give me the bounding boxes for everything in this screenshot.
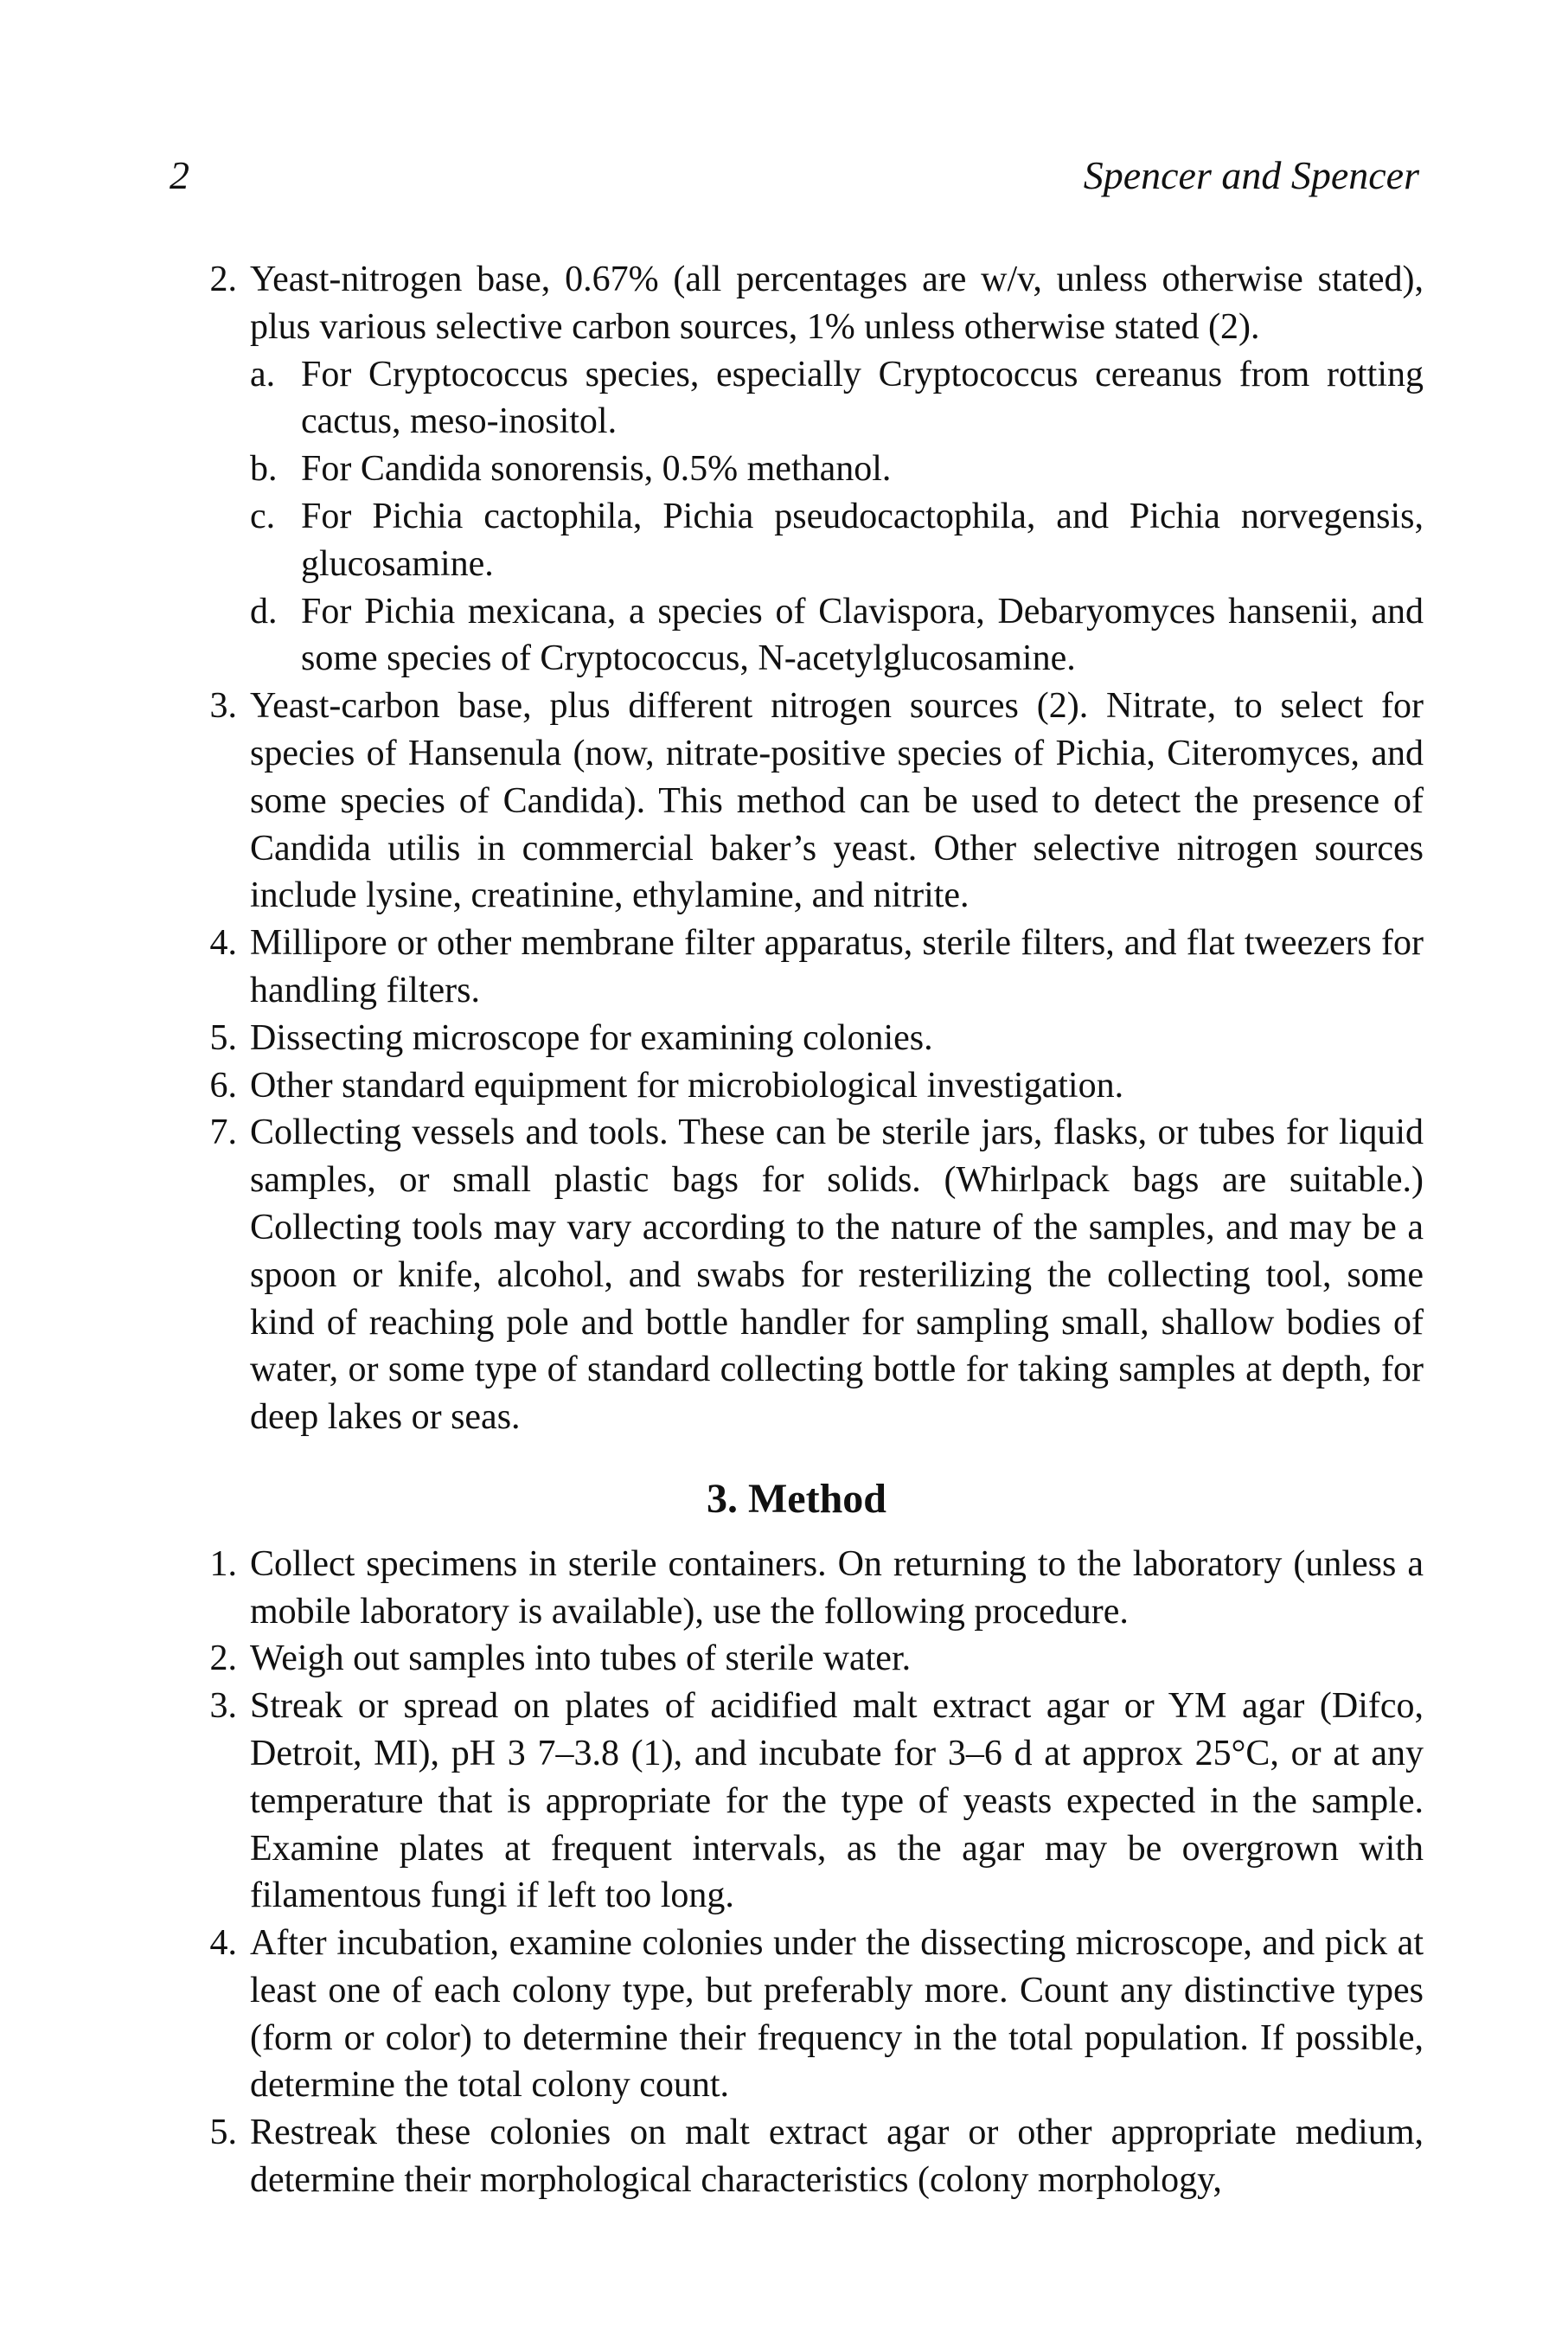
item-text: Yeast-carbon base, plus different nitrogen sources (2). Nitrate, to select for species of Hansenula (now, nitrate-positive species of Pichia, Citeromyces, and some species of Candida). This method can be used to detect the presence of Candida utilis in commercial baker’s yeast. Other selective nitrogen sources include lysine, creatinine, ethylamine, and nitrite.: [250, 686, 1424, 916]
list-item: [170, 1541, 1424, 1636]
item-text: Restreak these colonies on malt extract agar or other appropriate medium, determine their morphological characteristics (colony morphology,: [250, 2113, 1424, 2201]
item-number: b.: [250, 449, 278, 490]
list-item: [170, 1109, 1424, 1441]
list-item: [170, 920, 1424, 1015]
item-text: After incubation, examine colonies under the dissecting microscope, and pick at least one of each colony type, but preferably more. Count any distinctive types (form or color) to determine their frequency in the total population. If possible, determine the total colony count.: [250, 1923, 1424, 2106]
item-number: 6.: [209, 1065, 237, 1106]
item-number: 4.: [209, 923, 237, 964]
list-item: [170, 2109, 1424, 2204]
item-number: 3.: [209, 686, 237, 727]
sub-item: [170, 446, 1424, 493]
item-text: For Pichia cactophila, Pichia pseudocactophila, and Pichia norvegensis, glucosamine.: [301, 496, 1424, 584]
item-text: Other standard equipment for microbiological investigation.: [250, 1065, 1124, 1106]
page-body: [170, 256, 1424, 2204]
sub-item: [170, 351, 1424, 446]
sub-item: [170, 493, 1424, 588]
item-text: For Pichia mexicana, a species of Clavispora, Debaryomyces hansenii, and some species of Cryptococcus, N-acetylglucosamine.: [301, 591, 1424, 679]
item-text: Streak or spread on plates of acidified malt extract agar or YM agar (Difco, Detroit, MI), pH 3 7–3.8 (1), and incubate for 3–6 d at approx 25°C, or at any temperature that is appropriate for the type of yeasts expected in the sample. Examine plates at frequent intervals, as the agar may be overgrown with filamentous fungi if left too long.: [250, 1686, 1424, 1916]
section-heading: 3. Method: [707, 1475, 886, 1522]
list-item: [170, 1920, 1424, 2109]
item-number: d.: [250, 591, 278, 632]
item-text: Collect specimens in sterile containers. On returning to the laboratory (unless a mobile laboratory is available), use the following procedure.: [250, 1543, 1424, 1632]
list-item: [170, 683, 1424, 920]
list-item: [170, 256, 1424, 351]
page-number: 2: [170, 153, 189, 197]
item-number: 5.: [209, 1017, 237, 1058]
item-number: 5.: [209, 2113, 237, 2153]
list-item: [170, 1015, 1424, 1062]
item-text: Weigh out samples into tubes of sterile water.: [250, 1638, 912, 1679]
item-text: Millipore or other membrane filter apparatus, sterile filters, and flat tweezers for handling filters.: [250, 923, 1424, 1010]
item-text: Collecting vessels and tools. These can be sterile jars, flasks, or tubes for liquid samples, or small plastic bags for solids. (Whirlpack bags are suitable.) Collecting tools may vary according to the nature of the samples, and may be a spoon or knife, alcohol, and swabs for resterilizing the collecting tool, some kind of reaching pole and bottle handler for sampling small, shallow bodies of water, or some type of standard collecting bottle for taking samples at depth, for deep lakes or seas.: [250, 1113, 1424, 1438]
running-title: Spencer and Spencer: [1083, 153, 1419, 197]
item-text: Yeast-nitrogen base, 0.67% (all percentages are w/v, unless otherwise stated), plus various selective carbon sources, 1% unless otherwise stated (2).: [250, 260, 1424, 347]
list-item: [170, 1635, 1424, 1683]
item-number: 7.: [209, 1113, 237, 1153]
sub-item: [170, 588, 1424, 683]
item-number: a.: [250, 354, 276, 394]
item-number: 2.: [209, 260, 237, 299]
item-number: 3.: [209, 1686, 237, 1727]
list-item: [170, 1683, 1424, 1920]
item-number: c.: [250, 496, 276, 536]
item-text: Dissecting microscope for examining colonies.: [250, 1017, 933, 1058]
item-text: For Cryptococcus species, especially Cryptococcus cereanus from rotting cactus, meso-inositol.: [301, 354, 1424, 442]
item-number: 1.: [209, 1543, 237, 1584]
list-item: [170, 1062, 1424, 1110]
item-number: 2.: [209, 1638, 237, 1679]
item-text: For Candida sonorensis, 0.5% methanol.: [301, 449, 892, 490]
item-number: 4.: [209, 1923, 237, 1964]
